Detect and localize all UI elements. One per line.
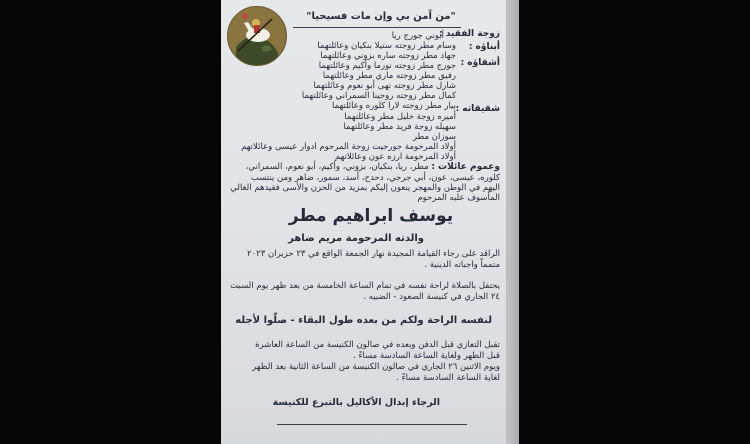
family-label: وعموم عائلات : <box>431 162 500 172</box>
closing-line: الرجاء إبدال الأكاليل بالتبرع للكنيسة <box>272 397 440 408</box>
families-line <box>246 162 500 172</box>
family-line: كلوره، عيسى، عون، أبي جرجي، دحدح، أسد، سمور، ضاهر ومن ينتسب <box>250 173 500 183</box>
obituary-notice <box>221 0 506 444</box>
background-panel <box>505 0 519 444</box>
divider <box>277 424 467 425</box>
family-line: المأسوف عليه المرحوم <box>417 193 500 203</box>
divider <box>293 27 461 28</box>
family-line: أبوني جورج ريا <box>391 31 444 41</box>
deceased-name: يوسف ابراهيم مطر <box>288 206 454 226</box>
scripture-motto: "من آمن بي وإن مات فسيحيا" <box>306 11 456 22</box>
service-line: يحتفل بالصلاة لراحة نفسه في تمام الساعة الخامسة من بعد ظهر يوم السبت <box>230 281 500 291</box>
family-line: رفيق مطر زوجته ماري مطر وعائلتهما <box>322 71 456 81</box>
mother-line: والدته المرحومة مريم ضاهر <box>288 233 424 244</box>
family-label: زوجة الفقيد : <box>439 29 500 39</box>
family-line: جهاد مطر زوجته ساره بزوني وعائلتهما <box>320 51 456 61</box>
family-line: جورج مطر زوجته نورما وأكيم وعائلتهما <box>318 61 456 71</box>
condolence-line: قبل الظهر ولغاية الساعة السادسة مساءً . <box>353 351 500 361</box>
condolence-line: لغاية الساعة السادسة مساءً . <box>396 373 500 383</box>
family-label: أبناؤه : <box>468 42 500 52</box>
family-line: مطر، ريا، بنكيان، بزوني، وأكيم، أبو نعوم، السمراني، <box>245 162 429 172</box>
family-label: أشقاؤه : <box>460 58 500 68</box>
service-line: ٢٤ الجاري في كنيسة الصعود - الضبيه . <box>363 292 500 302</box>
saint-george-icon <box>227 6 287 66</box>
family-line: أولاد المرحومة جورجيت زوجة المرحوم ادوار عيسى وعائلاتهم <box>241 142 456 152</box>
family-line: أميره زوجة خليل مطر وعائلتهما <box>344 112 456 122</box>
family-line: أولاد المرحومة ارزه عون وعائلاتهم <box>334 152 456 162</box>
passing-line: متمماً واجباته الدينية . <box>424 260 500 270</box>
family-line: كمال مطر زوجته روجينا السمراني وعائلتهما <box>301 91 456 101</box>
family-line: شارل مطر زوجته نهى أبو نعوم وعائلتهما <box>313 81 456 91</box>
family-line: بيار مطر زوجته لارا كلوره وعائلتهما <box>332 101 456 111</box>
passing-line: الراقد على رجاء القيامة المجيدة نهار الجمعة الواقع في ٢٣ حزيران ٢٠٢٣ <box>247 249 500 259</box>
family-line: اليهم في الوطن والمهجر ينعون إليكم بمزيد من الحزن والأسى فقيدهم الغالي <box>230 183 500 193</box>
condolence-line: ويوم الاثنين ٢٦ الجاري في صالون الكنيسة من الساعة الثانية بعد الظهر <box>252 362 500 372</box>
family-line: وسام مطر زوجته ستيلا بنكيان وعائلتهما <box>317 41 456 51</box>
family-line: سوزان مطر <box>412 132 456 142</box>
family-line: سهيله زوجة فريد مطر وعائلتهما <box>343 122 456 132</box>
prayer-line: لنفسه الراحة ولكم من بعده طول البقاء - صلّوا لأجله <box>235 315 492 326</box>
family-label: شقيقاته : <box>455 104 500 114</box>
condolence-line: تقبل التعازي قبل الدفن وبعده في صالون الكنيسة من الساعة العاشرة <box>255 340 500 350</box>
